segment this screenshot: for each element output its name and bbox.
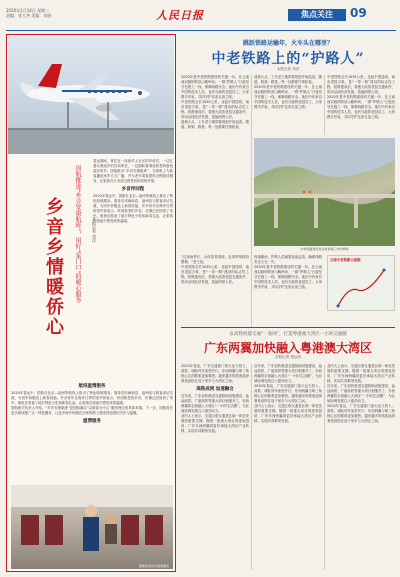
right-top-kicker: 跳跃铁路运输年，火车头在哪里？ [242, 40, 333, 47]
masthead-rule [6, 30, 396, 31]
date-line [6, 8, 51, 18]
left-kicker: 国航推进“乡音安康航班”，用好“家门口”的暖心服务 [74, 165, 81, 304]
railway-photo [254, 138, 395, 246]
right-top-para-1b: 中老铁路全长1035公里，北起中国昆明，南至老挝万象，是“一带一路”建设的标志性工程。铁路建成后，将极大改善老挝交通条件，带动沿线经济发展，造福两国人民。 [181, 100, 249, 119]
right-bottom-para-1b: 近年来，广东加快推进交通基础设施建设，汕汕高铁、广湛高铁等重大项目相继开工，东西两翼将全面融入大湾区“一小时生活圈”，为区域协调发展注入强劲动力。 [181, 394, 249, 413]
left-para-3: 2020年春运中，国航在北京—福州等航线上推出了特色航班服务。乘务员用闽南语、福州话与旅客亲切交流，为回乡侨胞送上新春祝福。许多常年在海外打拼的老华侨表示，听到熟悉的乡音，仿佛已经回到了家中。航班还准备了地方特色小吃和新春礼品，让旅客在旅途中感受家的温暖。 [11, 391, 173, 405]
column-rule [324, 75, 325, 135]
right-top-para-1: 2020年是中老铁路建设的关键一年。在云南西双版纳的崇山峻岭间，一群“护路人”日夜坚守在施工一线，保障线路安全。他们中有来自中国的技术人员，也有当地的老挝员工，大家携手并肩，共同守护这条友谊之路。 [181, 75, 249, 99]
right-bottom-para-3: 业内人士表示，交通互联互通是区域一体化发展的重要支撑。随着一批重大项目的建成投用，广东东西两翼将更好承接大湾区产业转移，实现共同繁荣发展。 [327, 364, 395, 383]
right-bottom-para-3c: 2020年春运，广东交通部门加大运力投入，高铁、城际列车加密开行，东西两翼与珠三角核心区的联系更加紧密。越来越多的旅客选择乘坐高铁往返于家乡与大湾区之间。 [327, 404, 395, 423]
right-bottom-para-1: 2020年春运，广东交通部门加大运力投入，高铁、城际列车加密开行，东西两翼与珠三角核心区的联系更加紧密。越来越多的旅客选择乘坐高铁往返于家乡与大湾区之间。 [181, 364, 249, 383]
right-top-byline: 本报记者 刘洋 [276, 67, 300, 71]
left-article [6, 34, 176, 572]
right-top-para-3b: 2020年是中老铁路建设的关键一年。在云南西双版纳的崇山峻岭间，一群“护路人”日夜坚守在施工一线，保障线路安全。他们中有来自中国的技术人员，也有当地的老挝员工，大家携手并肩，共同守护这条友谊之路。 [327, 95, 395, 119]
right-top-para-3: 中老铁路全长1035公里，北起中国昆明，南至老挝万象，是“一带一路”建设的标志性工程。铁路建成后，将极大改善老挝交通条件，带动沿线经济发展，造福两国人民。 [327, 75, 395, 94]
right-bottom-subhead: 高铁成网 加速融合 [196, 387, 234, 392]
cabin-photo [11, 485, 173, 569]
left-subhead-1: 乡音伴回程 [121, 187, 145, 192]
right-bottom-col-2 [254, 364, 322, 570]
right-bottom-para-2b: 2020年春运，广东交通部门加大运力投入，高铁、城际列车加密开行，东西两翼与珠三角核心区的联系更加紧密。越来越多的旅客选择乘坐高铁往返于家乡与大湾区之间。 [254, 384, 322, 403]
right-top-lower [181, 255, 395, 325]
right-top-col-2 [254, 75, 322, 135]
left-para-4: 国航相关负责人介绍，“乡音安康航班”是国航落实“以旅客为中心”服务理念的具体举措。下一步，国航将在更多航线推广这一特色服务，让更多海外侨胞在回家的路上感受到祖国的关怀与温暖。 [11, 406, 173, 415]
railway-photo-caption: 中老铁路建设者在检查施工中的桥梁 [300, 247, 349, 251]
right-top-lower-para-1b: 中老铁路全长1035公里，北起中国昆明，南至老挝万象，是“一带一路”建设的标志性工程。铁路建成后，将极大改善老挝交通条件，带动沿线经济发展，造福两国人民。 [181, 265, 249, 284]
right-column [181, 34, 395, 572]
route-map-label: 云南中老铁路示意图 [330, 258, 361, 262]
right-top-title: 中老铁路上的“护路人” [211, 51, 365, 67]
right-top-lower-col-2 [254, 255, 322, 323]
cabin-illustration [11, 485, 173, 569]
right-bottom-para-2c: 业内人士表示，交通互联互通是区域一体化发展的重要支撑。随着一批重大项目的建成投用，广东东西两翼将更好承接大湾区产业转移，实现共同繁荣发展。 [254, 404, 322, 423]
page-number: 09 [350, 6, 367, 20]
airplane-photo [8, 36, 174, 154]
right-bottom-col-3 [327, 364, 395, 570]
left-subhead-3: 温情服务 [83, 419, 101, 424]
editor-text: 责编：张大齐 美编：刘丽 [6, 13, 52, 18]
right-bottom-title: 广东两翼加快融入粤港澳大湾区 [203, 341, 372, 355]
right-top-lower-para-2: 每逢暴雨，护路人员就要连夜巡查，确保线路安全万无一失。 [254, 255, 322, 264]
column-rule [251, 364, 252, 570]
left-byline: 本报记者 刘洋 [92, 217, 97, 243]
right-top-para-2: 清晨六点，工长老王就带着班组开始巡查。隧道、桥梁、路基，每一处都要仔细检查。 [254, 75, 322, 84]
right-top-lower-col-1 [181, 255, 249, 323]
article-divider [181, 327, 395, 328]
airplane-illustration [8, 36, 174, 154]
cabin-photo-caption: 国航乘务员为旅客服务 [138, 564, 169, 568]
section-badge: 焦点关注 [288, 9, 346, 21]
masthead [0, 0, 400, 38]
right-top-para-1c: 清晨六点，工长老王就带着班组开始巡查。隧道、桥梁、路基，每一处都要仔细检查。 [181, 120, 249, 129]
newspaper-logo: 人民日报 [156, 9, 204, 22]
right-bottom-para-2: 近年来，广东加快推进交通基础设施建设，汕汕高铁、广湛高铁等重大项目相继开工，东西两翼将全面融入大湾区“一小时生活圈”，为区域协调发展注入强劲动力。 [254, 364, 322, 383]
date-text: 2020年1月14日 星期二 [6, 8, 50, 13]
right-top-lower-para-2b: 2020年是中老铁路建设的关键一年。在云南西双版纳的崇山峻岭间，一群“护路人”日夜坚守在施工一线，保障线路安全。他们中有来自中国的技术人员，也有当地的老挝员工，大家携手并肩，共同守护这条友谊之路。 [254, 265, 322, 289]
right-bottom-kicker: 以高铁构建交通“一张网”，打造粤港澳大湾区一小时交通圈 [229, 332, 347, 337]
column-rule [324, 364, 325, 570]
left-headline [21, 159, 97, 377]
right-bottom-para-3b: 近年来，广东加快推进交通基础设施建设，汕汕高铁、广湛高铁等重大项目相继开工，东西两翼将全面融入大湾区“一小时生活圈”，为区域协调发展注入强劲动力。 [327, 384, 395, 403]
route-map-illustration [328, 256, 395, 311]
right-bottom-byline: 本报记者 程远州 [274, 355, 302, 359]
railway-illustration [254, 138, 395, 246]
left-subhead-2: 航班温情服务 [78, 384, 106, 389]
column-rule [251, 75, 252, 327]
route-map [327, 255, 395, 311]
left-para-1: 春运期间，常住在一座座华人社区的华侨们，一边忙着办理返乡的各项事宜，一边期盼着乘坐熟悉的航班返回家乡。国航推出“乡音安康航班”，在航班上为旅客播放家乡方言广播，并为老年乘客提供全程陪伴服务，让旅客在万米高空感受到浓浓的乡情。 [93, 159, 173, 183]
left-body-top [93, 159, 173, 379]
right-bottom-col-1 [181, 364, 249, 570]
right-top-para-2b: 2020年是中老铁路建设的关键一年。在云南西双版纳的崇山峻岭间，一群“护路人”日夜坚守在施工一线，保障线路安全。他们中有来自中国的技术人员，也有当地的老挝员工，大家携手并肩，共同守护这条友谊之路。 [254, 85, 322, 109]
right-bottom-para-1c: 业内人士表示，交通互联互通是区域一体化发展的重要支撑。随着一批重大项目的建成投用，广东东西两翼将更好承接大湾区产业转移，实现共同繁荣发展。 [181, 414, 249, 433]
left-para-2: 2020年春运中，国航在北京—福州等航线上推出了特色航班服务。乘务员用闽南语、福州话与旅客亲切交流，为回乡侨胞送上新春祝福。许多常年在海外打拼的老华侨表示，听到熟悉的乡音，仿佛已经回到了家中。航班还准备了地方特色小吃和新春礼品，让旅客在旅途中感受家的温暖。 [93, 194, 173, 223]
right-top-col-1 [181, 75, 249, 253]
right-top-lower-para-1: “这里雨季长，山体容易滑坡，必须时刻保持警惕。”老王说。 [181, 255, 249, 264]
left-title: 乡音乡情暖侨心 [43, 197, 64, 337]
